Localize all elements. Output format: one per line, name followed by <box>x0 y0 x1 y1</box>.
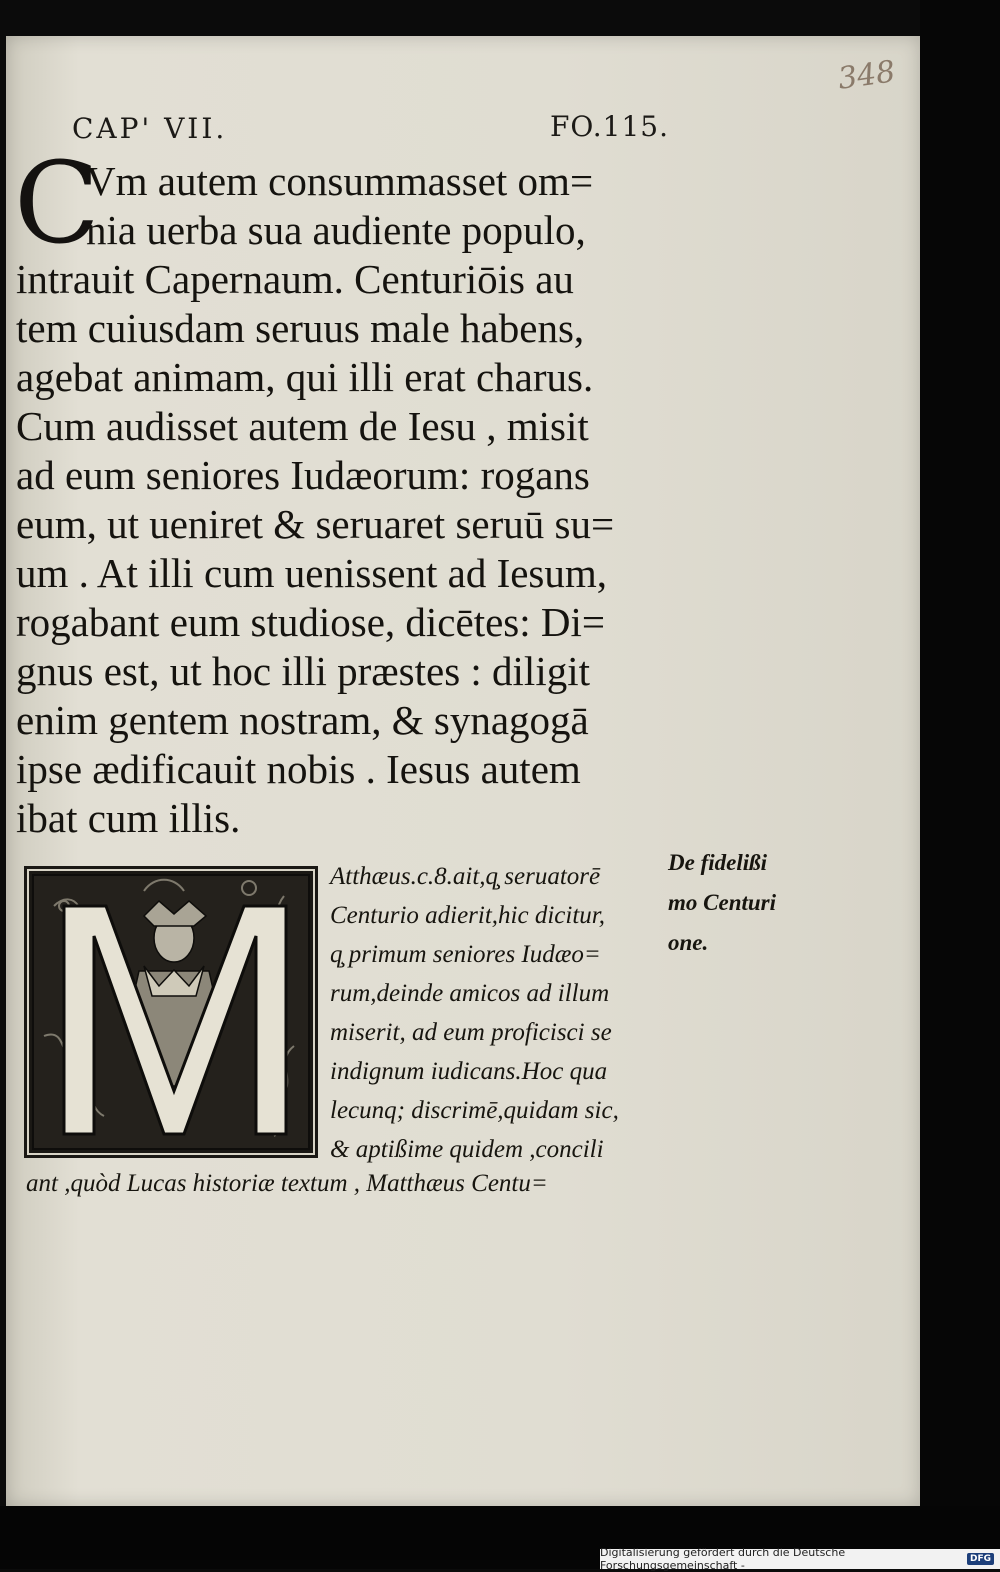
text-line: um . At illi cum uenissent ad Iesum, <box>16 550 608 596</box>
dfg-logo: DFG <box>967 1553 994 1565</box>
main-text-block <box>14 139 666 843</box>
commentary-line-full: ant ,quòd Lucas historiæ textum , Matthæus Centu= <box>26 1170 548 1197</box>
marginal-note-line: mo Centuri <box>668 890 777 915</box>
text-line: ibat cum illis. <box>16 795 241 841</box>
text-line: enim gentem nostram, & synagogā <box>16 697 589 743</box>
text-line: eum, ut ueniret & seruaret seruū su= <box>16 501 615 547</box>
text-line: Vm autem consummasset om= <box>86 158 594 204</box>
text-line: Cum audisset autem de Iesu , misit <box>16 403 589 449</box>
text-line: rogabant eum studiose, dicētes: Di= <box>16 599 606 645</box>
initial-letter-c: C <box>14 139 100 269</box>
commentary-line: rum,deinde amicos ad illum <box>330 980 610 1007</box>
text-line: intrauit Capernaum. Centuriōis au <box>16 256 574 302</box>
funding-credit <box>600 1546 1000 1572</box>
commentary-block <box>330 857 619 1169</box>
scan-border-right <box>920 0 1000 1569</box>
text-line: ipse ædificauit nobis . Iesus autem <box>16 746 581 792</box>
commentary-line: Centurio adierit,hic dicitur, <box>330 902 605 929</box>
marginal-note-line: one. <box>668 930 709 955</box>
commentary-line: Atthæus.c.8.ait,q̧ seruatorē <box>330 863 601 890</box>
running-head-chapter: CAP' VII. <box>72 112 228 145</box>
commentary-line: q̧ primum seniores Iudæo= <box>330 941 601 968</box>
commentary-line: miserit, ad eum proficisci se <box>330 1019 612 1046</box>
pencil-page-number: 348 <box>835 54 898 97</box>
commentary-line: indignum iudicans.Hoc qua <box>330 1058 608 1085</box>
text-line: agebat animam, qui illi erat charus. <box>16 354 594 400</box>
text-line: nia uerba sua audiente populo, <box>86 207 586 253</box>
text-line: ad eum seniores Iudæorum: rogans <box>16 452 590 498</box>
commentary-line: lecunq; discrimē,quidam sic, <box>330 1097 619 1124</box>
commentary-line: & aptißime quidem ,concili <box>330 1136 604 1163</box>
funding-credit-text: Digitalisierung gefördert durch die Deutsche Forschungsgemeinschaft - <box>600 1546 846 1572</box>
marginal-note-line: De fidelißi <box>668 850 767 875</box>
marginal-note <box>668 843 776 963</box>
woodcut-initial-m <box>24 866 318 1158</box>
running-head-folio: FO.115. <box>550 110 669 143</box>
text-line: tem cuiusdam seruus male habens, <box>16 305 585 351</box>
text-line: gnus est, ut hoc illi præstes : diligit <box>16 648 590 694</box>
